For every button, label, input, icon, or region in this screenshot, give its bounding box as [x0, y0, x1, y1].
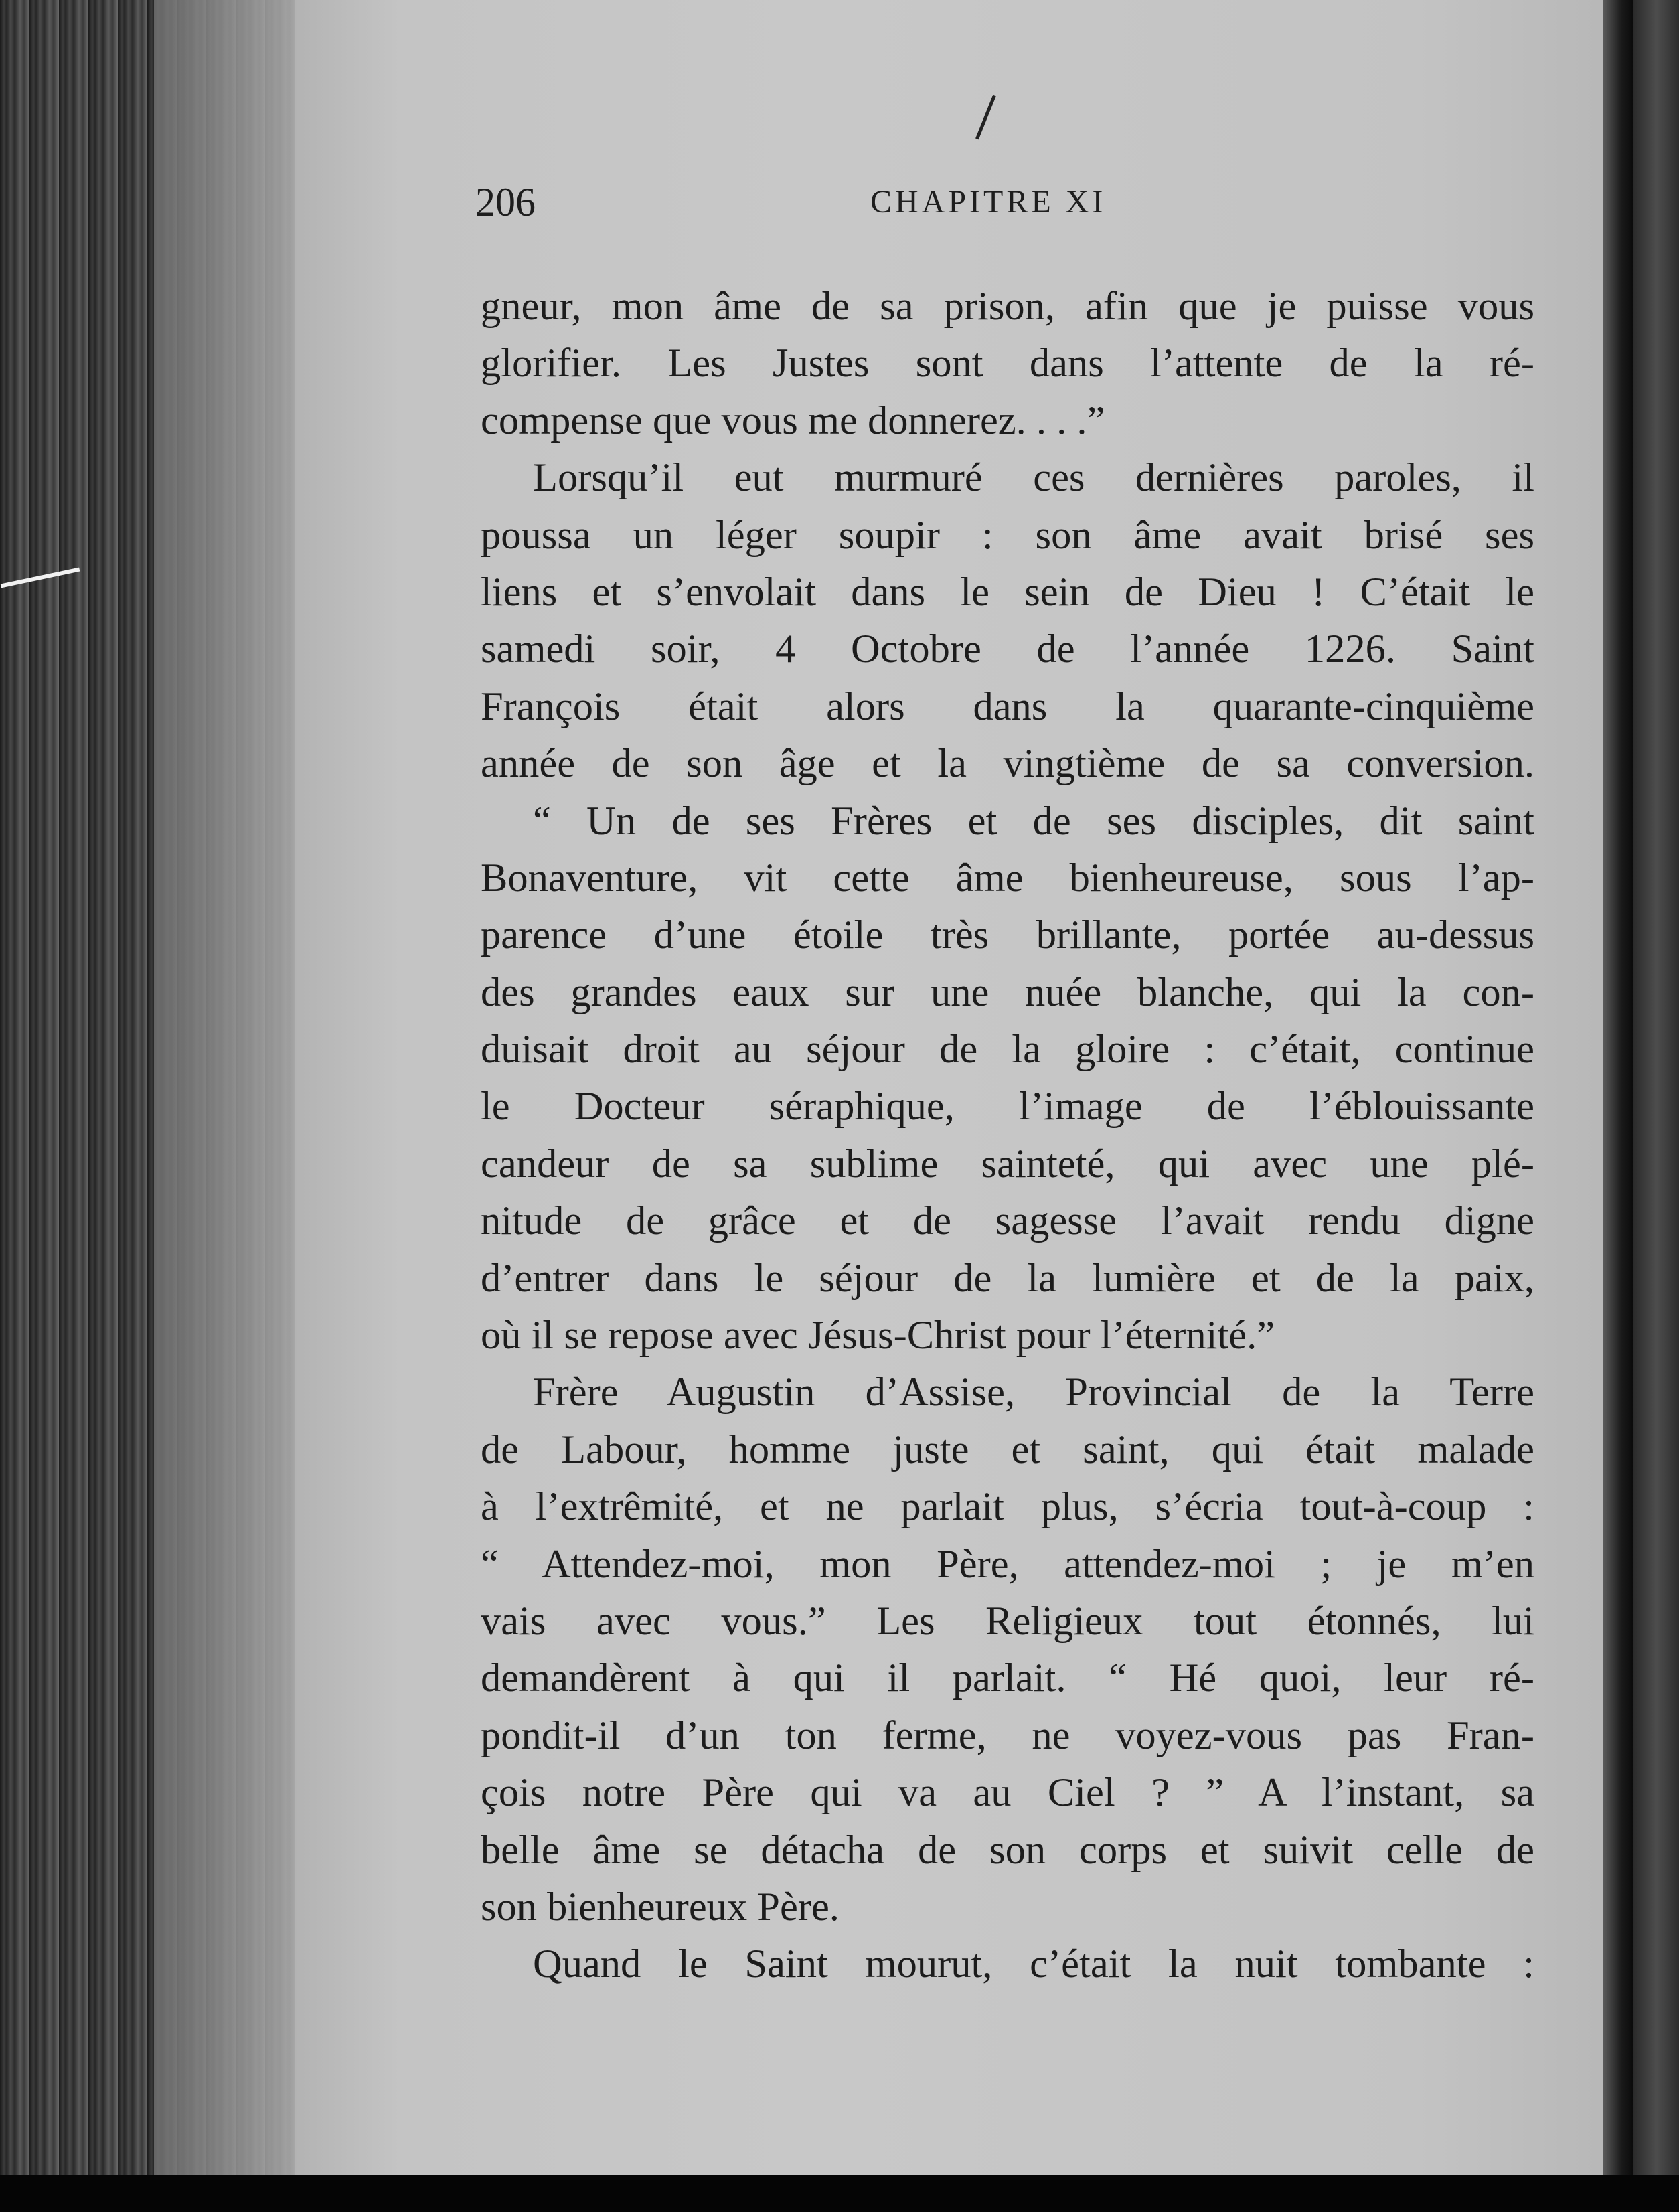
- scan-border: [0, 2175, 1679, 2212]
- text-line: glorifier. Les Justes sont dans l’attente de la ré-: [481, 341, 1534, 386]
- text-line: à l’extrêmité, et ne parlait plus, s’écria tout-à-coup :: [481, 1484, 1534, 1530]
- text-line: demandèrent à qui il parlait. “ Hé quoi, leur ré-: [481, 1656, 1534, 1701]
- page-number: 206: [475, 180, 536, 224]
- text-line: François était alors dans la quarante-cinquième: [481, 684, 1534, 729]
- text-line: compense que vous me donnerez. . . .”: [481, 398, 1105, 443]
- text-line: samedi soir, 4 Octobre de l’année 1226. Saint: [481, 627, 1534, 672]
- book-gutter: [1603, 0, 1633, 2212]
- text-line: son bienheureux Père.: [481, 1884, 840, 1929]
- text-line: année de son âge et la vingtième de sa conversion.: [481, 741, 1534, 787]
- text-line: liens et s’envolait dans le sein de Dieu ! C’était le: [481, 569, 1534, 615]
- text-line: candeur de sa sublime sainteté, qui avec une plé-: [481, 1141, 1534, 1186]
- text-line: le Docteur séraphique, l’image de l’éblouissante: [481, 1084, 1534, 1129]
- text-line: “ Un de ses Frères et de ses disciples, dit saint: [533, 798, 1534, 844]
- text-line: gneur, mon âme de sa prison, afin que je puisse vous: [481, 284, 1534, 329]
- chapter-title: CHAPITRE XI: [870, 184, 1107, 220]
- text-line: d’entrer dans le séjour de la lumière et de la paix,: [481, 1255, 1534, 1301]
- text-line: Frère Augustin d’Assise, Provincial de la Terre: [533, 1370, 1534, 1415]
- text-line: Lorsqu’il eut murmuré ces dernières paroles, il: [533, 455, 1534, 501]
- text-line: où il se repose avec Jésus-Christ pour l’éternité.”: [481, 1313, 1275, 1358]
- text-line: “ Attendez-moi, mon Père, attendez-moi ; je m’en: [481, 1541, 1534, 1587]
- text-line: pondit-il d’un ton ferme, ne voyez-vous pas Fran-: [481, 1713, 1534, 1758]
- running-head: [475, 179, 1533, 233]
- text-line: belle âme se détacha de son corps et suivit celle de: [481, 1827, 1534, 1873]
- text-line: çois notre Père qui va au Ciel ? ” A l’instant, sa: [481, 1770, 1534, 1816]
- text-line: duisait droit au séjour de la gloire : c’était, continue: [481, 1027, 1534, 1073]
- text-line: nitude de grâce et de sagesse l’avait rendu digne: [481, 1198, 1534, 1244]
- book-page-edges-highlight: [154, 0, 301, 2212]
- text-line: de Labour, homme juste et saint, qui était malade: [481, 1427, 1534, 1472]
- facing-page-edge: [1633, 0, 1679, 2212]
- text-line: Quand le Saint mourut, c’était la nuit tombante :: [533, 1942, 1534, 1987]
- text-line: vais avec vous.” Les Religieux tout étonnés, lui: [481, 1598, 1534, 1644]
- text-line: Bonaventure, vit cette âme bienheureuse, sous l’ap-: [481, 855, 1534, 900]
- text-line: poussa un léger soupir : son âme avait brisé ses: [481, 512, 1534, 558]
- text-line: des grandes eaux sur une nuée blanche, qui la con-: [481, 969, 1534, 1015]
- body-text: [481, 278, 1534, 1993]
- text-line: parence d’une étoile très brillante, portée au-dessus: [481, 913, 1534, 958]
